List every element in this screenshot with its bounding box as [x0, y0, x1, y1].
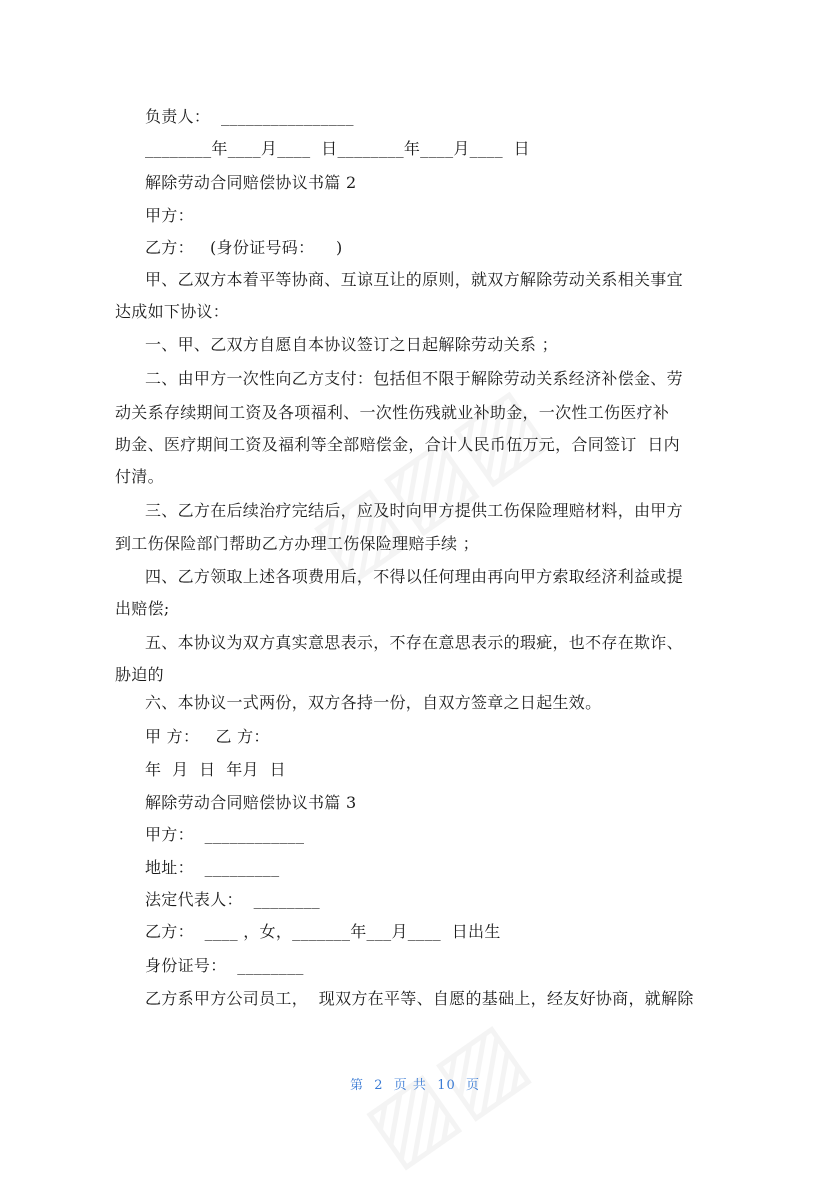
- clause-2-cont: 助金、医疗期间工资及福利等全部赔偿金，合计人民币伍万元，合同签订 日内: [115, 435, 680, 454]
- id-number-field: 身份证号： ________: [145, 956, 304, 975]
- address-field: 地址： _________: [145, 858, 280, 877]
- clause-5-cont: 胁迫的: [115, 665, 164, 684]
- section-title-2: 解除劳动合同赔偿协议书篇 2: [145, 173, 357, 192]
- footer-middle: 页 共: [393, 1078, 427, 1093]
- paragraph-line: 甲、乙双方本着平等协商、互谅互让的原则，就双方解除劳动关系相关事宜: [145, 270, 683, 289]
- party-a-field: 甲方： ____________: [145, 825, 305, 844]
- section-title-3: 解除劳动合同赔偿协议书篇 3: [145, 793, 357, 812]
- party-b-field: 乙方： ____ ，女，_______年___月____ 日出生: [145, 922, 501, 941]
- signature-dates: 年 月 日 年月 日: [145, 760, 286, 779]
- date-line: ________年____月____ 日________年____月____ 日: [145, 139, 530, 158]
- footer-suffix: 页: [466, 1078, 481, 1093]
- clause-2: 二、由甲方一次性向乙方支付：包括但不限于解除劳动关系经济补偿金、劳: [145, 369, 683, 388]
- responsible-person-line: 负责人： ________________: [145, 107, 354, 126]
- clause-6: 六、本协议一式两份，双方各持一份，自双方签章之日起生效。: [145, 693, 602, 712]
- party-b-line: 乙方： (身份证号码： ): [145, 238, 343, 257]
- party-a-line: 甲方：: [145, 206, 194, 225]
- signature-parties: 甲 方： 乙 方：: [145, 727, 270, 746]
- clause-5: 五、本协议为双方真实意思表示，不存在意思表示的瑕疵，也不存在欺诈、: [145, 633, 683, 652]
- clause-2-cont: 动关系存续期间工资及各项福利、一次性伤残就业补助金，一次性工伤医疗补: [115, 403, 670, 422]
- footer-page-number: 2: [374, 1078, 384, 1093]
- legal-rep-field: 法定代表人： ________: [145, 890, 320, 909]
- clause-4-cont: 出赔偿;: [115, 599, 170, 618]
- clause-1: 一、甲、乙双方自愿自本协议签订之日起解除劳动关系 ；: [145, 335, 558, 354]
- paragraph-line: 达成如下协议：: [115, 302, 230, 321]
- closing-paragraph: 乙方系甲方公司员工， 现双方在平等、自愿的基础上，经友好协商，就解除: [145, 989, 694, 1008]
- footer-prefix: 第: [349, 1078, 364, 1093]
- footer-total-pages: 10: [437, 1078, 456, 1093]
- clause-4: 四、乙方领取上述各项费用后，不得以任何理由再向甲方索取经济利益或提: [145, 567, 683, 586]
- watermark: [293, 366, 562, 598]
- clause-2-cont: 付清。: [115, 467, 164, 486]
- page-footer: [0, 1074, 830, 1093]
- clause-3-cont: 到工伤保险部门帮助乙方办理工伤保险理赔手续 ；: [115, 534, 479, 553]
- clause-3: 三、乙方在后续治疗完结后，应及时向甲方提供工伤保险理赔材料，由甲方: [145, 501, 683, 520]
